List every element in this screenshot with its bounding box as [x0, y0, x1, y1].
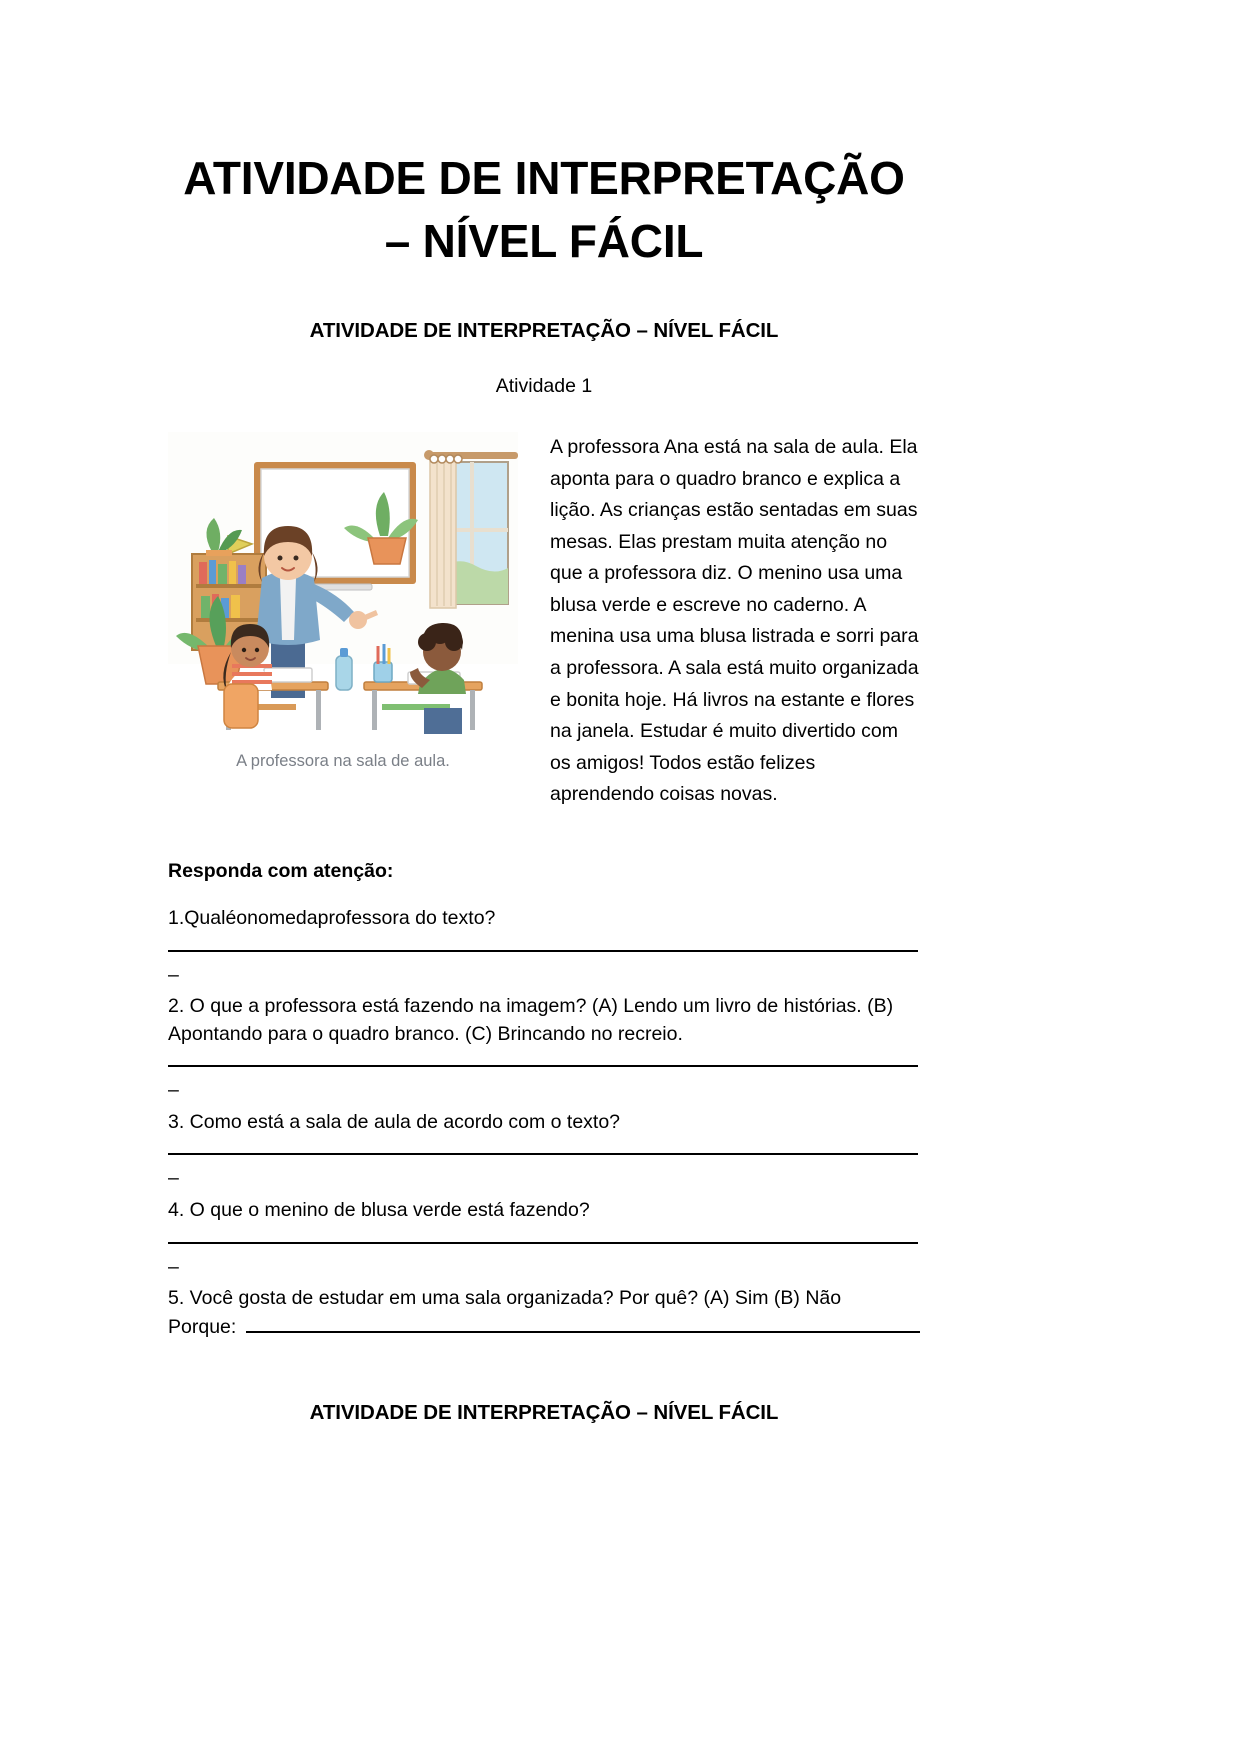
- answer-dash-2: –: [168, 1079, 179, 1102]
- story-text: A professora Ana está na sala de aula. Ela aponta para o quadro branco e explica a lição. As crianças estão sentadas em suas mesas. Elas prestam muita atenção no que a professora diz. O menino usa uma blusa verde e escreve no caderno. A menina usa uma blusa listrada e sorri para a professora. A sala está muito organizada e bonita hoje. Há livros na estante e flores na janela. Estudar é muito divertido com os amigos! Todos estão felizes aprendendo coisas novas.: [550, 435, 919, 806]
- page-footer: ATIVIDADE DE INTERPRETAÇÃO – NÍVEL FÁCIL: [309, 1400, 779, 1424]
- figure-caption: A professora na sala de aula.: [236, 751, 450, 770]
- answer-dash-3: –: [168, 1167, 179, 1190]
- answer-dash-4: –: [168, 1255, 179, 1278]
- question-5: 5. Você gosta de estudar em uma sala organizada? Por quê? (A) Sim (B) Não: [168, 1286, 842, 1309]
- porque-label: Porque:: [168, 1315, 237, 1338]
- classroom-illustration: [168, 432, 518, 740]
- page-title: ATIVIDADE DE INTERPRETAÇÃO – NÍVEL FÁCIL: [183, 152, 905, 268]
- answer-line-4[interactable]: [168, 1242, 918, 1244]
- questions-section: [168, 822, 920, 1339]
- porque-answer-line[interactable]: [246, 1331, 920, 1333]
- question-1: 1.Qualéonomedaprofessora do texto?: [168, 906, 496, 929]
- responda-heading: Responda com atenção:: [168, 859, 394, 882]
- page-content: [168, 0, 920, 1425]
- figure: [168, 432, 518, 771]
- answer-line-2[interactable]: [168, 1065, 918, 1067]
- activity-label: Atividade 1: [495, 374, 593, 397]
- answer-dash-1: –: [168, 963, 179, 986]
- document-subtitle: ATIVIDADE DE INTERPRETAÇÃO – NÍVEL FÁCIL: [309, 318, 779, 342]
- story-block: [168, 432, 920, 822]
- answer-line-3[interactable]: [168, 1153, 918, 1155]
- question-3: 3. Como está a sala de aula de acordo com o texto?: [168, 1110, 621, 1133]
- question-4: 4. O que o menino de blusa verde está fazendo?: [168, 1198, 590, 1221]
- porque-row: [168, 1316, 920, 1339]
- answer-line-1[interactable]: [168, 950, 918, 952]
- question-2: 2. O que a professora está fazendo na imagem? (A) Lendo um livro de histórias. (B) Apontando para o quadro branco. (C) Brincando no recreio.: [168, 995, 894, 1045]
